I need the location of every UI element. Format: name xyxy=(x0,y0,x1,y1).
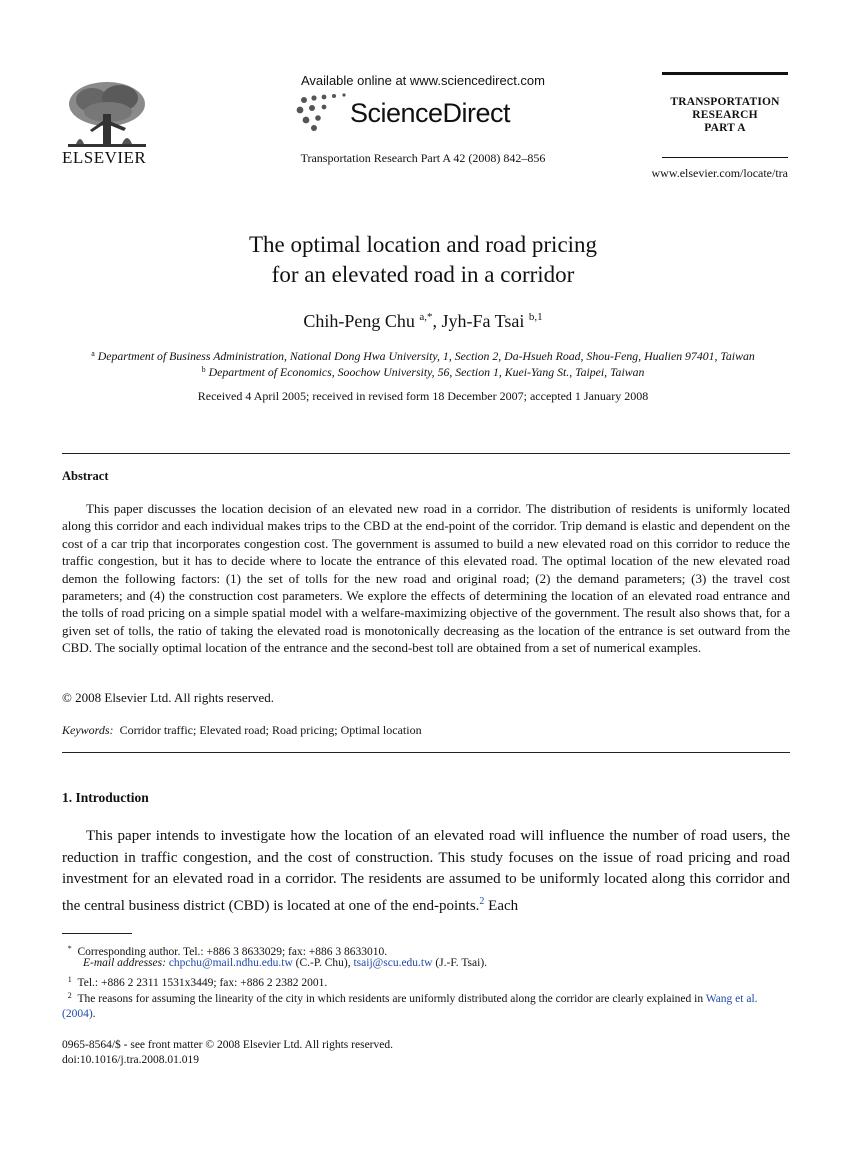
footnote-mark: 1 xyxy=(67,975,72,984)
sciencedirect-logo xyxy=(292,92,522,132)
email-owner: (C.-P. Chu), xyxy=(292,957,354,969)
publisher-name: ELSEVIER xyxy=(62,148,147,167)
footnote-mark: * xyxy=(67,944,72,953)
reference-link[interactable]: Wang et al. (2004) xyxy=(62,993,758,1020)
keywords-list: Corridor traffic; Elevated road; Road pricing; Optimal location xyxy=(119,723,422,737)
footnote-end: . xyxy=(92,1008,96,1020)
email-owner: (J.-F. Tsai). xyxy=(432,957,488,969)
divider xyxy=(62,752,790,753)
keywords-label: Keywords: xyxy=(62,723,114,737)
email-link[interactable]: chpchu@mail.ndhu.edu.tw xyxy=(168,957,293,969)
author-separator: , xyxy=(432,311,442,331)
affiliation-a xyxy=(0,349,846,364)
affil-text: Department of Business Administration, National Dong Hwa University, 1, Section 2, Da-Hsueh Road, Shou-Feng, Hualien 97401, Taiwan xyxy=(97,349,755,363)
email-link[interactable]: tsaij@scu.edu.tw xyxy=(353,957,433,969)
author-list xyxy=(0,311,846,332)
received-dates: Received 4 April 2005; received in revised form 18 December 2007; accepted 1 January 2008 xyxy=(197,389,649,403)
footnote-text: Tel.: +886 2 2311 1531x3449; fax: +886 2 2382 2001. xyxy=(77,977,328,989)
issn-line: 0965-8564/$ - see front matter © 2008 Elsevier Ltd. All rights reserved. xyxy=(62,1039,393,1051)
author-affil-mark[interactable]: a,* xyxy=(419,311,433,323)
paper-title-line: for an elevated road in a corridor xyxy=(271,262,575,287)
journal-title-line: TRANSPORTATION xyxy=(670,96,780,108)
email-label: E-mail addresses: xyxy=(83,957,166,969)
footnote-2 xyxy=(62,988,790,1022)
footnote-emails xyxy=(62,956,790,971)
author-affil-mark[interactable]: b,1 xyxy=(528,311,543,323)
footnote-rule xyxy=(62,933,132,934)
journal-title-top-rule xyxy=(662,72,788,75)
journal-title-line: RESEARCH xyxy=(692,109,758,121)
doi-line[interactable]: doi:10.1016/j.tra.2008.01.019 xyxy=(62,1054,200,1066)
journal-title-line: PART A xyxy=(704,122,746,134)
section-heading: 1. Introduction xyxy=(62,790,149,805)
footnote-mark: 2 xyxy=(67,991,72,1000)
sciencedirect-dots-icon xyxy=(292,92,348,132)
abstract-body: This paper discusses the location decision of an elevated new road in a corridor. The distribution of residents is uniformly located along this corridor and each individual makes trips to the CBD at the end-point of the corridor. Trip demand is elastic and dependent on the cost of a car trip that incorporates congestion cost. The government is assumed to build a new elevated road on this corridor to reduce the traffic congestion, but it has to decide where to locate the entrance of this elevated road. The optimal location of the new elevated road demon the following factors: (1) the set of tolls for the new road and original road; (2) the demand parameters; (3) the travel cost parameters; and (4) the construction cost parameters. We explore the effects of determining the location of an elevated road entrance and the tolls of road pricing on a simple spatial model with a welfare-maximizing objective of the government. The result also shows that, for a given set of tolls, the ratio of taking the elevated road is monotonically decreasing as the location of the entrance is set outward from the CBD. The socially optimal location of the entrance and the second-best toll are obtained from a set of numerical examples. xyxy=(62,501,790,656)
sciencedirect-wordmark: ScienceDirect xyxy=(350,98,511,128)
paper-title xyxy=(0,230,846,290)
intro-text: This paper intends to investigate how the location of an elevated road will influence the number of road users, the reduction in traffic congestion, and the cost of construction. This study focuses on the issue of road pricing and road investment for an elevated road in a corridor. The residents are assumed to be uniformly located along this corridor and the central business district (CBD) is located at one of the end-points. xyxy=(62,828,790,914)
journal-url[interactable]: www.elsevier.com/locate/tra xyxy=(651,166,788,180)
affiliation-b xyxy=(0,365,846,380)
affil-mark: b xyxy=(201,365,206,374)
available-online-text[interactable]: Available online at www.sciencedirect.com xyxy=(301,73,545,88)
journal-title-bottom-rule xyxy=(662,157,788,158)
footnote-text: Corresponding author. Tel.: +886 3 8633029; fax: +886 3 8633010. xyxy=(77,946,388,958)
copyright-notice: © 2008 Elsevier Ltd. All rights reserved. xyxy=(62,690,275,705)
keywords xyxy=(62,723,422,738)
affil-text: Department of Economics, Soochow University, 56, Section 1, Kuei-Yang St., Taipei, Taiwan xyxy=(208,365,645,379)
affil-mark: a xyxy=(91,349,95,358)
journal-citation: Transportation Research Part A 42 (2008) 842–856 xyxy=(300,151,546,165)
journal-title-block xyxy=(662,96,788,135)
abstract-heading: Abstract xyxy=(62,469,109,483)
paper-title-line: The optimal location and road pricing xyxy=(248,232,598,257)
divider xyxy=(62,453,790,454)
author-name[interactable]: Chih-Peng Chu xyxy=(303,311,415,331)
introduction-body xyxy=(62,826,790,917)
footnote-ref[interactable]: 2 xyxy=(479,895,485,907)
intro-text-tail: Each xyxy=(484,897,519,914)
author-name[interactable]: Jyh-Fa Tsai xyxy=(441,311,525,331)
footnote-text: The reasons for assuming the linearity of the city in which residents are uniformly distributed along the corridor are clearly explained in xyxy=(77,993,704,1005)
